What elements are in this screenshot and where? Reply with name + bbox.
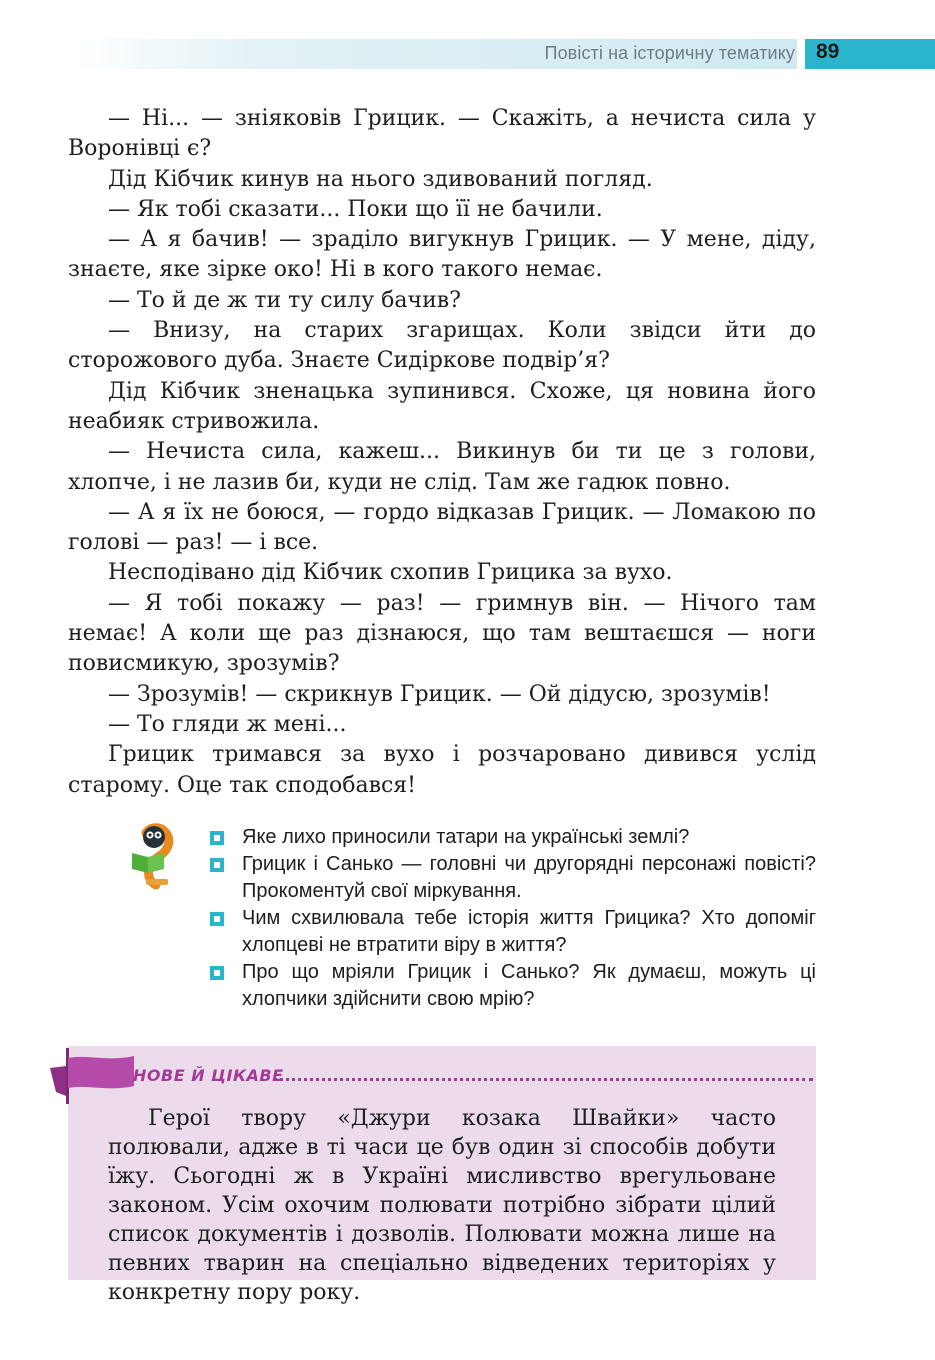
paragraph: — Нечиста сила, кажеш... Викинув би ти це з голови, хлопче, і не лазив би, куди не слід. Там же гадюк повно. — [68, 439, 816, 495]
paragraph: — То гляди ж мені... — [108, 711, 347, 737]
paragraph: — Зрозумів! — скрикнув Грицик. — Ой дідусю, зрозумів! — [108, 681, 771, 707]
info-box-text — [108, 1104, 776, 1307]
paragraph: — Я тобі покажу — раз! — гримнув він. — Нічого там немає! А коли ще раз дізнаюся, що там вештаєшся — ноги повисмикую, зрозумів? — [68, 590, 816, 677]
paragraph: — А я їх не боюся, — гордо відказав Грицик. — Ломакою по голові — раз! — і все. — [68, 499, 816, 556]
question-item — [210, 905, 816, 959]
questions-list — [210, 824, 816, 1013]
ribbon-flag-icon — [48, 1046, 138, 1106]
question-item — [210, 851, 816, 905]
question-text: Грицик і Санько — головні чи другорядні персонажі повісті? Прокоментуй свої міркування. — [242, 853, 816, 902]
paragraph: Дід Кібчик зненацька зупинився. Схоже, ця новина його неабияк стривожила. — [68, 378, 816, 434]
question-text: Чим схвилювала тебе історія життя Грицика? Хто допоміг хлопцеві не втратити віру в життя? — [242, 907, 816, 956]
paragraph: — Внизу, на старих згарищах. Коли звідси йти до сторожового дуба. Знаєте Сидіркове подвір’я? — [68, 318, 816, 374]
square-bullet-icon — [210, 858, 224, 872]
paragraph: Дід Кібчик кинув на нього здивований погляд. — [108, 166, 653, 192]
dotted-divider — [273, 1078, 813, 1081]
paragraph: — Як тобі сказати... Поки що її не бачили. — [108, 196, 603, 222]
square-bullet-icon — [210, 966, 224, 980]
section-title: Повісті на історичну тематику — [544, 43, 795, 63]
paragraph: — То й де ж ти ту силу бачив? — [108, 287, 461, 313]
paragraph: — А я бачив! — зраділо вигукнув Грицик. — У мене, діду, знаєте, яке зірке око! Ні в кого такого немає. — [68, 227, 816, 283]
info-box-title: НОВЕ Й ЦІКАВЕ — [133, 1066, 284, 1085]
paragraph: Несподівано дід Кібчик схопив Грицика за вухо. — [108, 560, 673, 586]
question-item — [210, 959, 816, 1013]
question-text: Про що мріяли Грицик і Санько? Як думаєш, можуть ці хлопчики здійснити свою мрію? — [242, 961, 816, 1010]
paragraph: Грицик тримався за вухо і розчаровано дивився услід старому. Оце так сподобався! — [68, 742, 816, 798]
reading-character-icon — [124, 813, 184, 893]
question-text: Яке лихо приносили татари на українські землі? — [242, 826, 690, 848]
square-bullet-icon — [210, 912, 224, 926]
paragraph: — Ні... — зніяковів Грицик. — Скажіть, а нечиста сила у Воронівці є? — [68, 106, 816, 162]
page-number: 89 — [816, 40, 840, 63]
story-text — [68, 104, 816, 801]
question-item — [210, 824, 816, 851]
square-bullet-icon — [210, 831, 224, 845]
info-paragraph: Герої твору «Джури козака Швайки» часто полювали, адже в ті часи це був один зі способів добути їжу. Сьогодні ж в Україні мисливство врегульоване законом. Усім охочим полювати потрібно зібрати цілий список документів і дозволів. Полювати можна лише на певних тварин на спеціально відведених територіях у конкретну пору року. — [108, 1106, 776, 1305]
